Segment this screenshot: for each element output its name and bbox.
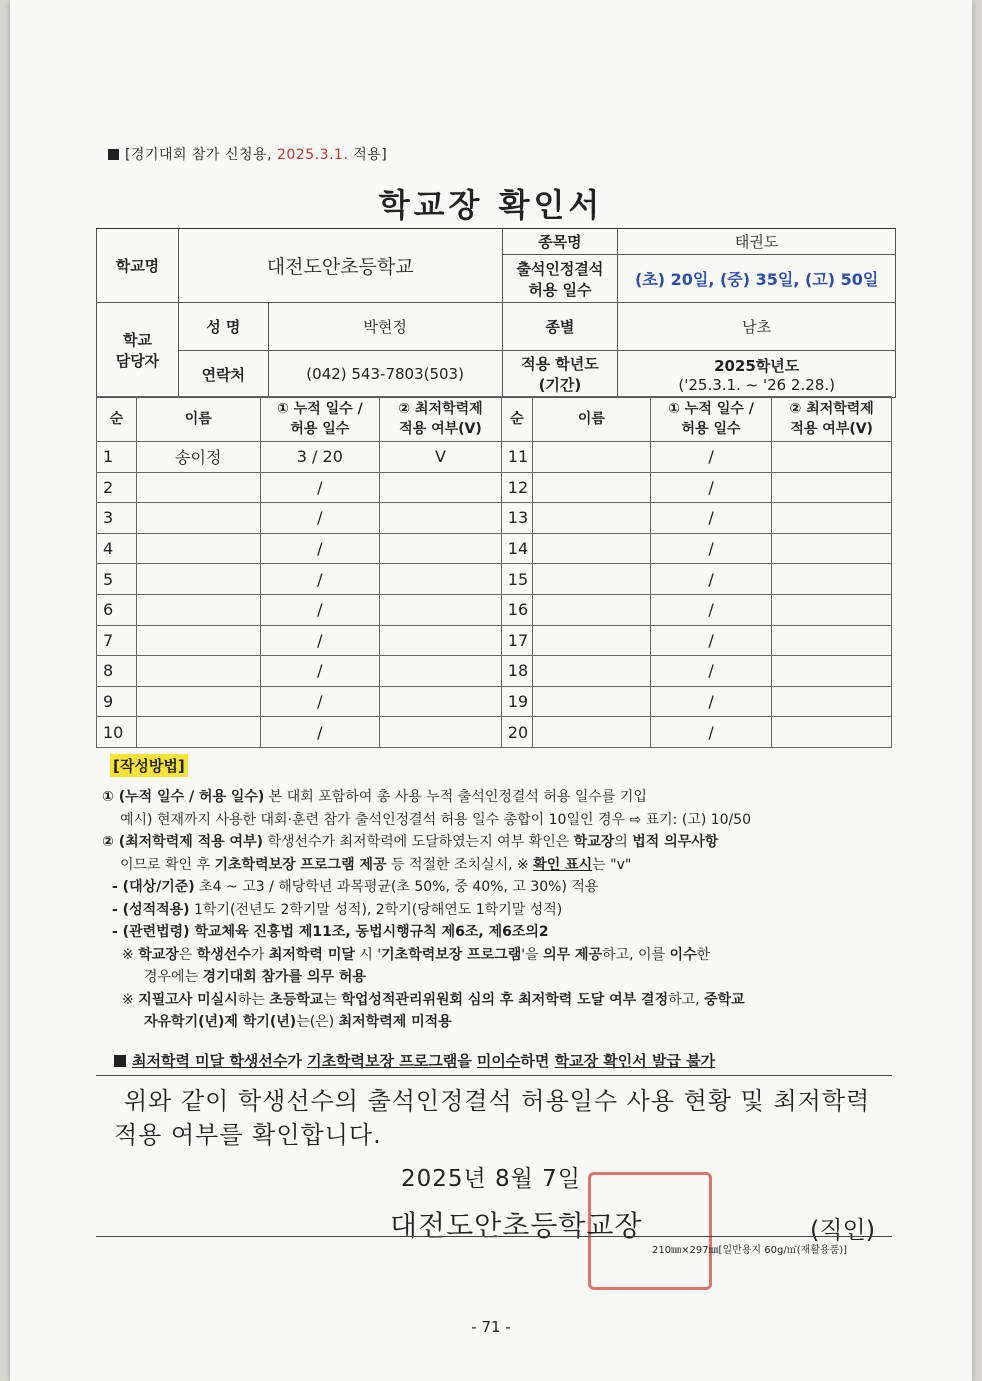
check-cell bbox=[380, 533, 502, 564]
days-cell: / bbox=[260, 472, 380, 503]
table-row bbox=[97, 656, 892, 687]
table-row bbox=[97, 533, 892, 564]
row-number: 7 bbox=[97, 625, 137, 656]
student-name bbox=[533, 503, 651, 534]
table-row bbox=[97, 686, 892, 717]
row-number: 2 bbox=[97, 472, 137, 503]
col-days-2: ① 누적 일수 / 허용 일수 bbox=[650, 397, 772, 442]
row-number: 1 bbox=[97, 442, 137, 473]
check-cell bbox=[772, 533, 892, 564]
contact-value: (042) 543-7803(503) bbox=[268, 351, 502, 398]
days-cell: / bbox=[650, 625, 772, 656]
days-cell: / bbox=[650, 717, 772, 748]
row-number: 9 bbox=[97, 686, 137, 717]
check-cell bbox=[772, 686, 892, 717]
row-number: 13 bbox=[501, 503, 532, 534]
col-no-2: 순 bbox=[501, 397, 532, 442]
confirm-text: 위와 같이 학생선수의 출석인정결석 허용일수 사용 현황 및 최저학력 적용 여부를 확인합니다. bbox=[114, 1087, 871, 1149]
check-cell bbox=[772, 656, 892, 687]
days-cell: / bbox=[650, 686, 772, 717]
table-row bbox=[97, 717, 892, 748]
students-table bbox=[96, 396, 892, 748]
col-acad-2: ② 최저학력제 적용 여부(V) bbox=[772, 397, 892, 442]
staff-label: 학교 담당자 bbox=[97, 303, 179, 398]
student-name bbox=[136, 594, 260, 625]
allow-label: 출석인정결석 허용 일수 bbox=[502, 255, 618, 303]
days-cell: / bbox=[650, 503, 772, 534]
days-cell: / bbox=[260, 564, 380, 595]
check-cell bbox=[380, 686, 502, 717]
check-cell: V bbox=[380, 442, 502, 473]
table-row bbox=[97, 564, 892, 595]
student-name bbox=[533, 686, 651, 717]
days-cell: / bbox=[260, 503, 380, 534]
check-cell bbox=[772, 625, 892, 656]
row-number: 6 bbox=[97, 594, 137, 625]
divider-bottom bbox=[96, 1236, 892, 1237]
check-cell bbox=[772, 717, 892, 748]
days-cell: / bbox=[260, 625, 380, 656]
student-name bbox=[533, 656, 651, 687]
check-cell bbox=[380, 503, 502, 534]
check-cell bbox=[380, 656, 502, 687]
contact-label: 연락처 bbox=[178, 351, 268, 398]
check-cell bbox=[380, 564, 502, 595]
info-table bbox=[96, 228, 896, 398]
row-number: 14 bbox=[501, 533, 532, 564]
student-name bbox=[533, 472, 651, 503]
table-header-row bbox=[97, 397, 892, 442]
days-cell: / bbox=[650, 533, 772, 564]
school-label: 학교명 bbox=[97, 229, 179, 303]
row-number: 12 bbox=[501, 472, 532, 503]
event-value: 태권도 bbox=[618, 229, 896, 255]
student-name bbox=[533, 717, 651, 748]
table-row bbox=[97, 503, 892, 534]
days-cell: / bbox=[260, 717, 380, 748]
student-name bbox=[533, 442, 651, 473]
allow-value: (초) 20일, (중) 35일, (고) 50일 bbox=[618, 255, 896, 303]
year-value: 2025학년도 ('25.3.1. ~ '26 2.28.) bbox=[618, 351, 896, 398]
school-name: 대전도안초등학교 bbox=[178, 229, 502, 303]
divider bbox=[96, 1075, 892, 1076]
student-name bbox=[533, 594, 651, 625]
check-cell bbox=[380, 594, 502, 625]
square-bullet-icon bbox=[108, 149, 119, 160]
student-name bbox=[136, 625, 260, 656]
days-cell: / bbox=[260, 533, 380, 564]
days-cell: / bbox=[650, 472, 772, 503]
col-acad: ② 최저학력제 적용 여부(V) bbox=[380, 397, 502, 442]
seal-label: (직인) bbox=[810, 1216, 876, 1244]
check-cell bbox=[772, 472, 892, 503]
table-row bbox=[97, 625, 892, 656]
days-cell: / bbox=[260, 656, 380, 687]
row-number: 8 bbox=[97, 656, 137, 687]
method-label: [작성방법] bbox=[110, 754, 188, 777]
student-name bbox=[136, 472, 260, 503]
col-days: ① 누적 일수 / 허용 일수 bbox=[260, 397, 380, 442]
signature: 대전도안초등학교장 bbox=[390, 1209, 643, 1242]
date: 2025년 8월 7일 bbox=[400, 1166, 582, 1192]
check-cell bbox=[380, 625, 502, 656]
days-cell: / bbox=[260, 594, 380, 625]
name-value: 박현정 bbox=[268, 303, 502, 351]
row-number: 20 bbox=[501, 717, 532, 748]
header-note: [경기대회 참가 신청용, 2025.3.1. 적용] bbox=[108, 144, 387, 164]
check-cell bbox=[772, 594, 892, 625]
row-number: 19 bbox=[501, 686, 532, 717]
days-cell: / bbox=[650, 442, 772, 473]
year-label: 적용 학년도 (기간) bbox=[502, 351, 618, 398]
check-cell bbox=[380, 717, 502, 748]
arrow-box-icon bbox=[114, 1055, 126, 1067]
event-label: 종목명 bbox=[502, 229, 618, 255]
table-row bbox=[97, 472, 892, 503]
check-cell bbox=[772, 503, 892, 534]
row-number: 18 bbox=[501, 656, 532, 687]
check-cell bbox=[772, 564, 892, 595]
student-name bbox=[136, 656, 260, 687]
row-number: 16 bbox=[501, 594, 532, 625]
student-name bbox=[136, 717, 260, 748]
notice: 최저학력 미달 학생선수가 기초학력보장 프로그램을 미이수하면 학교장 확인서 발급 불가 bbox=[114, 1050, 715, 1071]
col-name: 이름 bbox=[136, 397, 260, 442]
row-number: 11 bbox=[501, 442, 532, 473]
student-name bbox=[136, 533, 260, 564]
days-cell: / bbox=[650, 594, 772, 625]
document-page bbox=[10, 0, 972, 1381]
student-name bbox=[136, 503, 260, 534]
category-value: 남초 bbox=[618, 303, 896, 351]
student-name: 송이정 bbox=[136, 442, 260, 473]
student-name bbox=[533, 533, 651, 564]
student-name bbox=[533, 625, 651, 656]
days-cell: / bbox=[260, 686, 380, 717]
row-number: 3 bbox=[97, 503, 137, 534]
row-number: 4 bbox=[97, 533, 137, 564]
paper-spec: 210㎜×297㎜[일반용지 60g/㎡(재활용품)] bbox=[652, 1245, 848, 1256]
days-cell: 3 / 20 bbox=[260, 442, 380, 473]
col-no: 순 bbox=[97, 397, 137, 442]
days-cell: / bbox=[650, 656, 772, 687]
table-row bbox=[97, 594, 892, 625]
instructions: ① (누적 일수 / 허용 일수) 본 대회 포함하여 총 사용 누적 출석인정결석 허용 일수를 기입 예시) 현재까지 사용한 대회·훈련 참가 출석인정결석 허용 일수 총합이 10일인 경우 ⇨ 표기: (고) 10/50 ② (최저학력제 적용 여부) 학생선수가 최저학력에 도달하였는지 여부 확인은 학교장의 법적 의무사항 이므로 확인 후 기초학력보장 프로그램 제공 등 적절한 조치실시, ※ 확인 표시는 "v" - (대상/기준) 초4 ~ 고3 / 해당학년 과목평균(초 50%, 중 40%, 고 30%) 적용 - (성적적용) 1학기(전년도 2학기말 성적), 2학기(당해연도 1학기말 성적) - (관련법령) 학교체육 진흥법 제11조, 동법시행규칙 제6조, 제6조의2 ※ 학교장은 학생선수가 최저학력 미달 시 '기초학력보장 프로그램'을 의무 제공하고, 이를 이수한 경우에는 경기대회 참가를 의무 허용 ※ 지필고사 미실시하는 초등학교는 학업성적관리위원회 심의 후 최저학력 도달 여부 결정하고, 중학교 자유학기(년)제 학기(년)는(은) 최저학력제 미적용 bbox=[102, 789, 752, 1030]
row-number: 17 bbox=[501, 625, 532, 656]
row-number: 5 bbox=[97, 564, 137, 595]
page-number: - 71 - bbox=[471, 1318, 511, 1336]
page-title: 학교장 확인서 bbox=[378, 186, 604, 224]
category-label: 종별 bbox=[502, 303, 618, 351]
check-cell bbox=[772, 442, 892, 473]
days-cell: / bbox=[650, 564, 772, 595]
student-name bbox=[136, 564, 260, 595]
row-number: 10 bbox=[97, 717, 137, 748]
student-name bbox=[533, 564, 651, 595]
col-name-2: 이름 bbox=[533, 397, 651, 442]
name-label: 성 명 bbox=[178, 303, 268, 351]
table-row bbox=[97, 442, 892, 473]
check-cell bbox=[380, 472, 502, 503]
student-name bbox=[136, 686, 260, 717]
row-number: 15 bbox=[501, 564, 532, 595]
